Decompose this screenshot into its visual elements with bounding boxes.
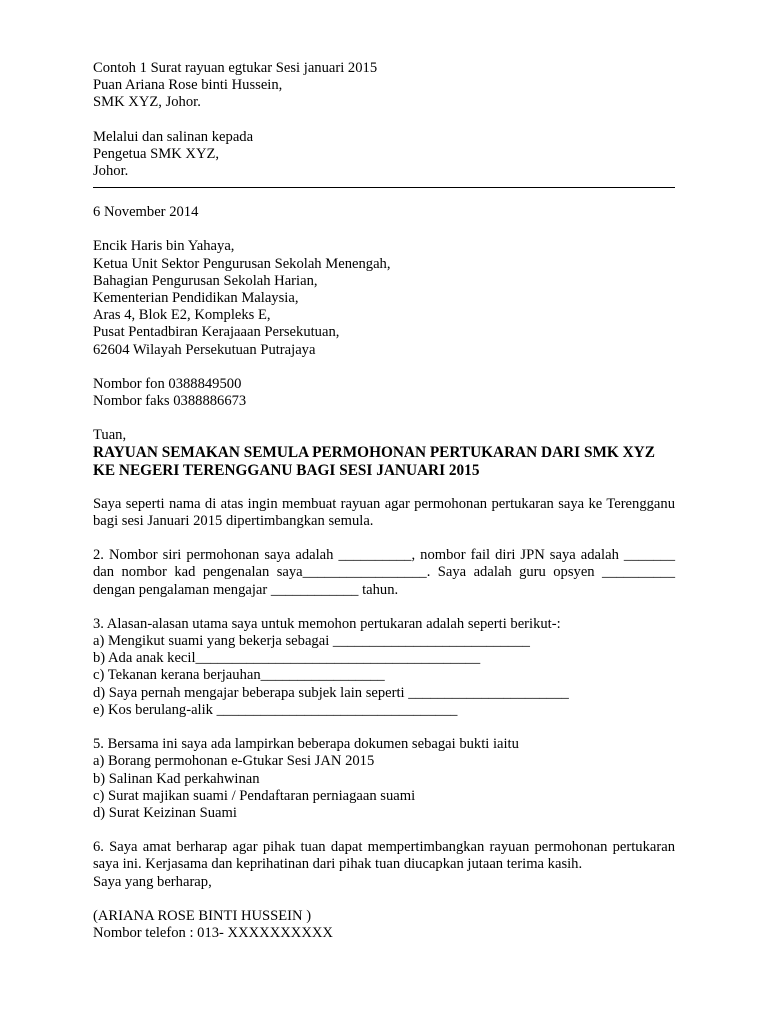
closing: Saya yang berharap, <box>93 873 212 890</box>
salutation: Tuan, <box>93 427 127 444</box>
paragraph-5 <box>93 736 675 822</box>
contact-phone: Nombor fon 0388849500 <box>93 375 242 392</box>
paragraph-3-intro: 3. Alasan-alasan utama saya untuk memohon pertukaran adalah seperti berikut-: <box>93 615 561 632</box>
document-item: b) Salinan Kad perkahwinan <box>93 770 260 787</box>
paragraph-2-text: 2. Nombor siri permohonan saya adalah <box>93 547 339 564</box>
reason-item <box>93 667 675 684</box>
blank-serial-number: __________ <box>338 547 412 564</box>
signature-block <box>93 908 675 942</box>
horizontal-rule <box>93 187 675 188</box>
blank-ic-number: _________________ <box>302 564 427 581</box>
sender-block <box>93 60 675 112</box>
blank-option: __________ <box>602 564 675 581</box>
recipient-block <box>93 238 675 358</box>
recipient-line: Pusat Pentadbiran Kerajaaan Persekutuan, <box>93 324 340 341</box>
paragraph-3 <box>93 616 675 719</box>
paragraph-1: Saya seperti nama di atas ingin membuat rayuan agar permohonan pertukaran saya ke Terengganu bagi sesi Januari 2015 dipertimbangkan semula. <box>93 495 675 530</box>
document-item: c) Surat majikan suami / Pendaftaran perniagaan suami <box>93 787 416 804</box>
paragraph-2-text: , nombor fail diri JPN saya adalah <box>411 547 624 564</box>
via-block <box>93 129 675 181</box>
recipient-line: 62604 Wilayah Persekutuan Putrajaya <box>93 341 316 358</box>
paragraph-2-text: dan nombor kad pengenalan saya <box>93 564 303 581</box>
blank-file-number: _______ <box>623 547 675 564</box>
recipient-line: Ketua Unit Sektor Pengurusan Sekolah Menengah, <box>93 255 391 272</box>
reason-text: b) Ada anak kecil <box>93 650 196 667</box>
subject-heading <box>93 444 675 478</box>
recipient-line: Kementerian Pendidikan Malaysia, <box>93 290 299 307</box>
blank-experience: ____________ <box>270 581 359 598</box>
subject-line-2: KE NEGERI TERENGGANU BAGI SESI JANUARI 2015 <box>93 461 480 479</box>
paragraph-5-intro: 5. Bersama ini saya ada lampirkan beberapa dokumen sebagai bukti iaitu <box>93 736 519 753</box>
subject-line-1: RAYUAN SEMAKAN SEMULA PERMOHONAN PERTUKARAN DARI SMK XYZ <box>93 444 655 462</box>
reason-text: c) Tekanan kerana berjauhan <box>93 667 261 684</box>
reason-item <box>93 685 675 702</box>
recipient-line: Aras 4, Blok E2, Kompleks E, <box>93 307 271 324</box>
contact-fax: Nombor faks 0388886673 <box>93 393 247 410</box>
document-item: d) Surat Keizinan Suami <box>93 804 237 821</box>
paragraph-2-text: . Saya adalah guru opsyen <box>426 564 603 581</box>
recipient-line: Encik Haris bin Yahaya, <box>93 238 235 255</box>
paragraph-2-text: dengan pengalaman mengajar <box>93 581 271 598</box>
reason-text: d) Saya pernah mengajar beberapa subjek lain seperti <box>93 684 409 701</box>
reason-blank: _______________________________________ <box>195 650 481 667</box>
reason-item <box>93 702 675 719</box>
paragraph-2-text: tahun. <box>358 581 399 598</box>
sender-school: SMK XYZ, Johor. <box>93 94 201 111</box>
document-title: Contoh 1 Surat rayuan egtukar Sesi januari 2015 <box>93 60 378 76</box>
reason-blank: ___________________________ <box>332 633 530 650</box>
letter-content <box>93 60 675 942</box>
signatory-phone: Nombor telefon : 013- XXXXXXXXXX <box>93 924 333 941</box>
reason-blank: _________________________________ <box>216 701 458 718</box>
letter-date: 6 November 2014 <box>93 204 199 221</box>
paragraph-2 <box>93 547 675 599</box>
reason-item <box>93 650 675 667</box>
contact-block <box>93 376 675 410</box>
reason-item <box>93 633 675 650</box>
recipient-line: Bahagian Pengurusan Sekolah Harian, <box>93 272 318 289</box>
via-label: Melalui dan salinan kepada <box>93 128 254 145</box>
via-principal: Pengetua SMK XYZ, <box>93 145 220 162</box>
reason-blank: ______________________ <box>408 684 569 701</box>
document-item: a) Borang permohonan e-Gtukar Sesi JAN 2015 <box>93 753 375 770</box>
reason-blank: _________________ <box>260 667 385 684</box>
reason-text: a) Mengikut suami yang bekerja sebagai <box>93 633 333 650</box>
reason-text: e) Kos berulang-alik <box>93 701 217 718</box>
signatory-name: (ARIANA ROSE BINTI HUSSEIN ) <box>93 907 312 924</box>
sender-name: Puan Ariana Rose binti Hussein, <box>93 77 283 94</box>
via-state: Johor. <box>93 163 129 180</box>
paragraph-6: 6. Saya amat berharap agar pihak tuan dapat mempertimbangkan rayuan permohonan pertukaran saya ini. Kerjasama dan keprihatinan dari pihak tuan diucapkan jutaan terima kasih. <box>93 839 675 873</box>
